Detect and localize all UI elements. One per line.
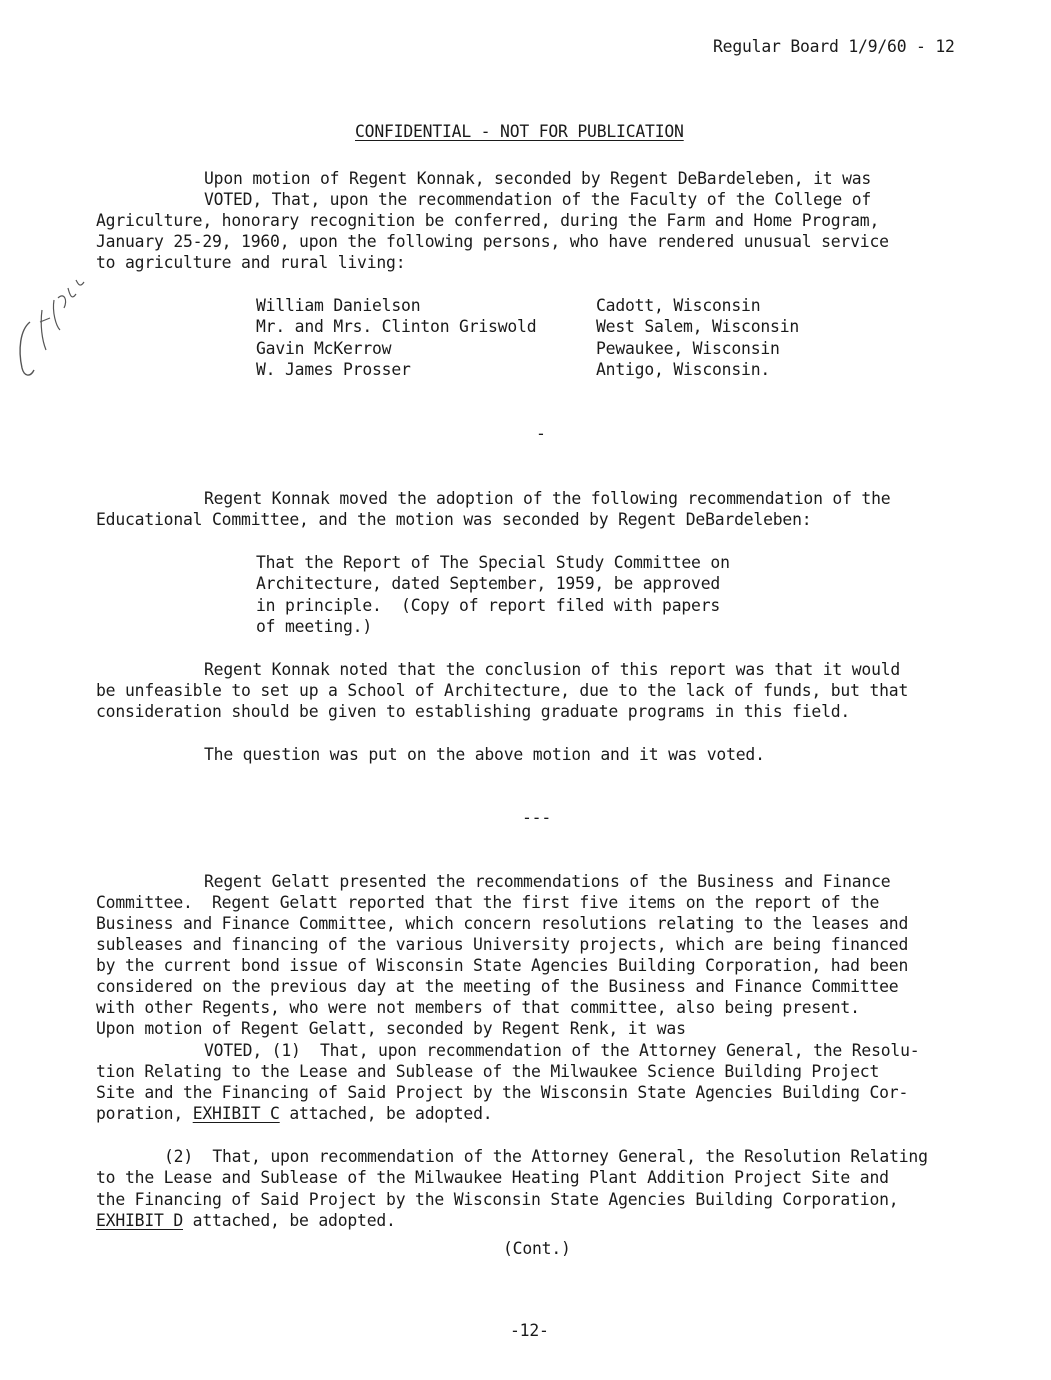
honoree-place: Pewaukee, Wisconsin bbox=[596, 339, 780, 358]
paragraph-line: Educational Committee, and the motion was seconded by Regent DeBardeleben: bbox=[96, 510, 812, 529]
honoree-place: Cadott, Wisconsin bbox=[596, 296, 761, 315]
paragraph-line: by the current bond issue of Wisconsin State Agencies Building Corporation, had been bbox=[96, 956, 909, 975]
honoree-place: Antigo, Wisconsin. bbox=[596, 360, 771, 379]
paragraph-line-text: attached, be adopted. bbox=[279, 1104, 493, 1123]
paragraph-line: Site and the Financing of Said Project by the Wisconsin State Agencies Building Cor- bbox=[96, 1083, 909, 1102]
paragraph-line: VOTED, That, upon the recommendation of the Faculty of the College of bbox=[204, 190, 872, 209]
confidential-notice: CONFIDENTIAL - NOT FOR PUBLICATION bbox=[355, 122, 684, 141]
section-separator: --- bbox=[522, 808, 552, 827]
quoted-recommendation-line: in principle. (Copy of report filed with papers bbox=[256, 596, 721, 615]
honoree-name: William Danielson bbox=[256, 296, 421, 315]
paragraph-line: considered on the previous day at the meeting of the Business and Finance Committee bbox=[96, 977, 899, 996]
paragraph-line-text: poration, bbox=[96, 1104, 193, 1123]
paragraph-line: Regent Gelatt presented the recommendations of the Business and Finance bbox=[204, 872, 891, 891]
paragraph-line bbox=[96, 1210, 396, 1231]
paragraph-line: consideration should be given to establishing graduate programs in this field. bbox=[96, 702, 851, 721]
exhibit-d-reference: EXHIBIT D bbox=[96, 1211, 184, 1230]
paragraph-line: be unfeasible to set up a School of Architecture, due to the lack of funds, but that bbox=[96, 681, 909, 700]
paragraph-line: Regent Konnak noted that the conclusion of this report was that it would bbox=[204, 660, 901, 679]
quoted-recommendation-line: of meeting.) bbox=[256, 617, 373, 636]
section-separator: - bbox=[536, 424, 546, 443]
paragraph-line: VOTED, (1) That, upon recommendation of the Attorney General, the Resolu- bbox=[204, 1041, 920, 1060]
honoree-name: W. James Prosser bbox=[256, 360, 411, 379]
paragraph-line: Agriculture, honorary recognition be conferred, during the Farm and Home Program, bbox=[96, 211, 880, 230]
handwritten-annotation bbox=[12, 270, 92, 390]
running-head: Regular Board 1/9/60 - 12 bbox=[713, 37, 955, 56]
paragraph-line: Regent Konnak moved the adoption of the following recommendation of the bbox=[204, 489, 891, 508]
page-number: -12- bbox=[510, 1321, 549, 1340]
paragraph-line: Business and Finance Committee, which concern resolutions relating to the leases and bbox=[96, 914, 909, 933]
honoree-place: West Salem, Wisconsin bbox=[596, 317, 800, 336]
paragraph-line: the Financing of Said Project by the Wisconsin State Agencies Building Corporation, bbox=[96, 1190, 899, 1209]
paragraph-line-text: attached, be adopted. bbox=[183, 1211, 396, 1230]
paragraph-line bbox=[96, 1103, 492, 1124]
paragraph-line: Upon motion of Regent Konnak, seconded by Regent DeBardeleben, it was bbox=[204, 169, 872, 188]
paragraph-line: Upon motion of Regent Gelatt, seconded by Regent Renk, it was bbox=[96, 1019, 686, 1038]
paragraph-line: Committee. Regent Gelatt reported that the first five items on the report of the bbox=[96, 893, 880, 912]
honoree-name: Mr. and Mrs. Clinton Griswold bbox=[256, 317, 537, 336]
quoted-recommendation-line: That the Report of The Special Study Committee on bbox=[256, 553, 730, 572]
paragraph-line: to agriculture and rural living: bbox=[96, 253, 406, 272]
paragraph-line: January 25-29, 1960, upon the following persons, who have rendered unusual service bbox=[96, 232, 889, 251]
paragraph-line: subleases and financing of the various University projects, which are being financed bbox=[96, 935, 909, 954]
continued-marker: (Cont.) bbox=[503, 1239, 571, 1258]
paragraph-line: tion Relating to the Lease and Sublease of the Milwaukee Science Building Project bbox=[96, 1062, 880, 1081]
paragraph-line: to the Lease and Sublease of the Milwaukee Heating Plant Addition Project Site and bbox=[96, 1168, 889, 1187]
quoted-recommendation-line: Architecture, dated September, 1959, be approved bbox=[256, 574, 721, 593]
honoree-name: Gavin McKerrow bbox=[256, 339, 392, 358]
paragraph-line: (2) That, upon recommendation of the Attorney General, the Resolution Relating bbox=[164, 1147, 928, 1166]
paragraph-line: with other Regents, who were not members of that committee, also being present. bbox=[96, 998, 860, 1017]
exhibit-c-reference: EXHIBIT C bbox=[192, 1104, 280, 1123]
vote-result-line: The question was put on the above motion and it was voted. bbox=[204, 745, 765, 764]
